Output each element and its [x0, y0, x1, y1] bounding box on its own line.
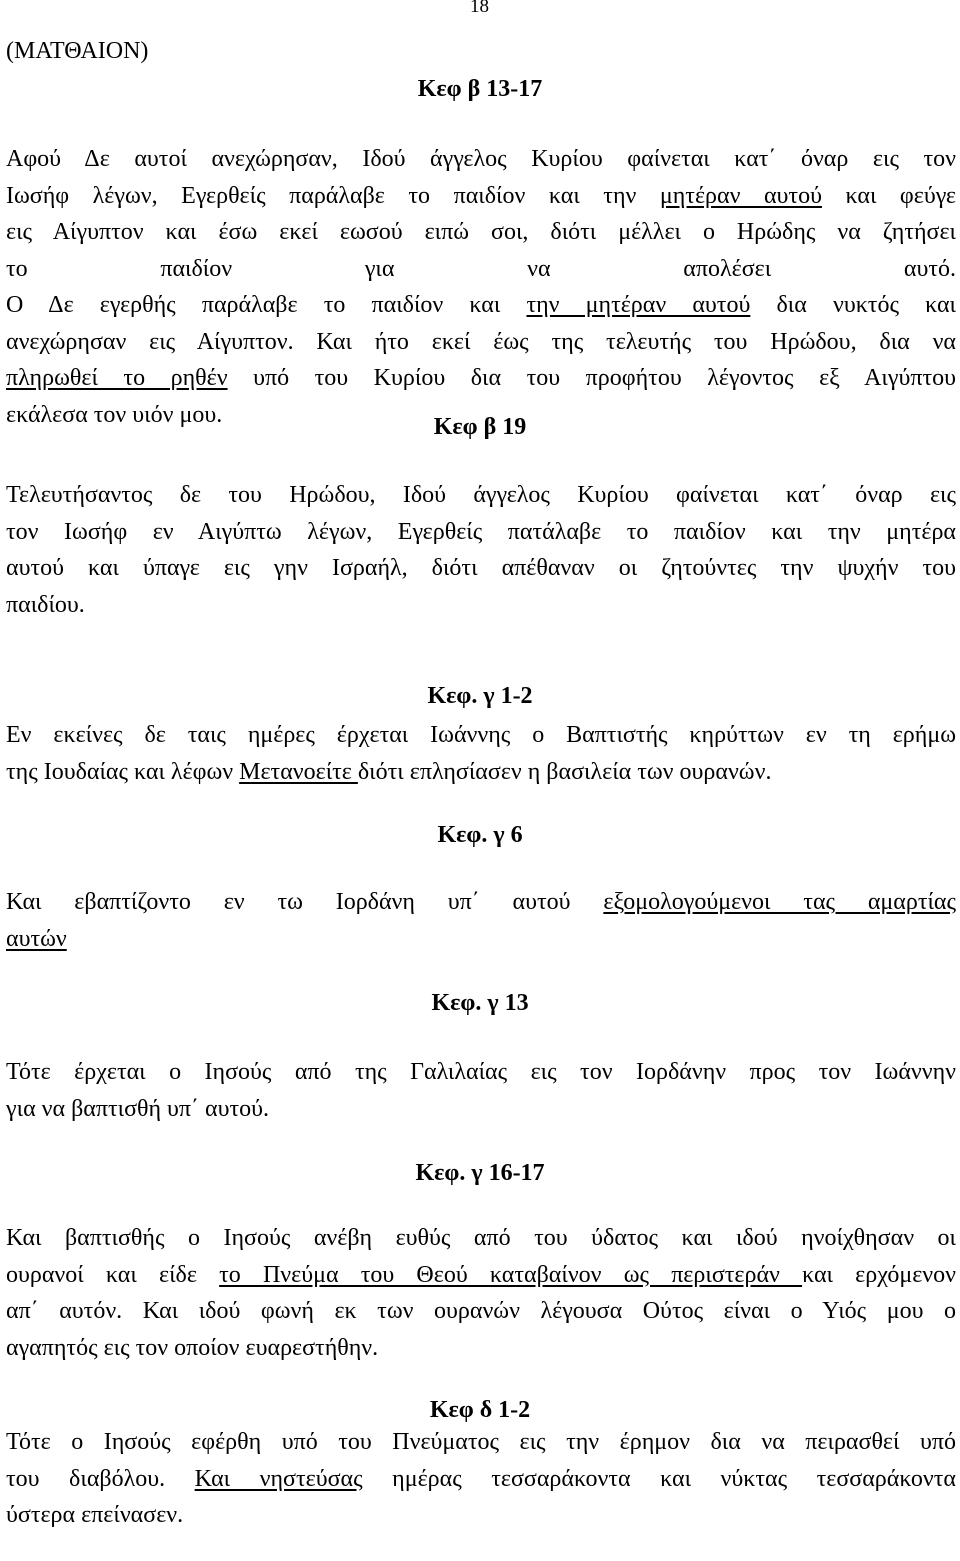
section-paragraph — [6, 1220, 956, 1366]
section-paragraph — [6, 884, 956, 957]
section-heading: Κεφ. γ 13 — [431, 990, 529, 1016]
text-line — [6, 1293, 956, 1330]
section-heading: Κεφ δ 1-2 — [429, 1397, 531, 1423]
text-line — [6, 1497, 956, 1534]
text-line — [6, 141, 956, 178]
text-run: Τότε ο Ιησούς εφέρθη υπό του Πνεύματος εις την έρημον δια να πειρασθεί υπό — [6, 1429, 956, 1455]
text-run: Τελευτήσαντος δε του Ηρώδου, Ιδού άγγελος Κυρίου φαίνεται κατ΄ όναρ εις — [6, 482, 956, 508]
text-line — [6, 550, 956, 587]
text-run: Και εβαπτίζοντο εν τω Ιορδάνη υπ΄ αυτού — [6, 889, 604, 915]
section-paragraph — [6, 141, 956, 433]
text-line — [6, 1330, 956, 1367]
underlined-text: μητέραν αυτού — [659, 182, 822, 209]
section-heading: Κεφ. γ 1-2 — [427, 683, 533, 709]
underlined-text: την μητέραν αυτού — [526, 292, 751, 318]
text-line — [6, 1220, 956, 1257]
page-number: 18 — [470, 0, 489, 17]
section-paragraph — [6, 1054, 956, 1127]
text-line — [6, 477, 956, 514]
text-run: Και βαπτισθής ο Ιησούς ανέβη ευθύς από του ύδατος και ιδού ηνοίχθησαν οι — [6, 1225, 956, 1251]
text-run: Τότε έρχεται ο Ιησούς από της Γαλιλαίας εις τον Ιορδάνην προς τον Ιωάννην — [6, 1059, 956, 1085]
text-line — [6, 1461, 956, 1498]
text-line — [6, 1424, 956, 1461]
text-line — [6, 717, 956, 754]
underlined-text: πληρωθεί το ρηθέν — [6, 365, 228, 391]
section-paragraph — [6, 477, 956, 623]
text-run: για να βαπτισθή υπ΄ αυτού. — [6, 1095, 270, 1122]
text-run: Ο Δε εγερθής παράλαβε το παιδίον και — [6, 292, 527, 318]
text-run: υπό του Κυρίου δια του προφήτου λέγοντος εξ Αιγύπτου — [227, 365, 956, 391]
text-line — [6, 587, 956, 624]
text-line — [6, 360, 956, 397]
text-line — [6, 1257, 956, 1294]
underlined-text: εξομολογούμενοι τας αμαρτίας — [603, 889, 957, 915]
underlined-text: το Πνεύμα του Θεού καταβαίνον ως περιστεράν — [219, 1261, 803, 1288]
text-run: και ερχόμενον — [802, 1261, 956, 1288]
text-run: εις Αίγυπτον και έσω εκεί εωσού ειπώ σοι, διότι μέλλει ο Ηρώδης να ζητήσει — [6, 219, 956, 245]
text-run: ύστερα επείνασεν. — [6, 1502, 184, 1528]
text-run: διότι επλησίασεν η βασιλεία των ουρανών. — [357, 758, 772, 785]
text-run: παιδίου. — [6, 591, 85, 618]
text-run: και φεύγε — [821, 182, 957, 209]
book-title: (ΜΑΤΘΑΙΟΝ) — [6, 38, 149, 64]
section-paragraph — [6, 1424, 956, 1534]
section-heading: Κεφ β 13-17 — [417, 76, 543, 102]
text-run: ουρανοί και είδε — [6, 1261, 220, 1288]
underlined-text: Και νηστεύσας — [194, 1465, 363, 1492]
text-line — [6, 514, 956, 551]
text-line — [6, 214, 956, 251]
text-run: της Ιουδαίας και λέφων — [6, 758, 240, 785]
underlined-text: Μετανοείτε — [239, 758, 358, 785]
text-line — [6, 287, 956, 324]
section-heading: Κεφ β 19 — [433, 414, 527, 440]
section-heading: Κεφ. γ 6 — [437, 822, 523, 848]
text-run: του διαβόλου. — [6, 1465, 195, 1492]
text-run: ημέρας τεσσαράκοντα και νύκτας τεσσαράκοντα — [362, 1465, 956, 1492]
text-run: ανεχώρησαν εις Αίγυπτον. Και ήτο εκεί έως της τελευτής του Ηρώδου, δια να — [6, 328, 956, 355]
text-line — [6, 1054, 956, 1091]
text-line — [6, 754, 956, 791]
text-line — [6, 1091, 956, 1128]
text-line — [6, 884, 956, 921]
section-paragraph — [6, 717, 956, 790]
text-run: αυτού και ύπαγε εις γην Ισραήλ, διότι απέθαναν οι ζητούντες την ψυχήν του — [6, 555, 956, 581]
text-line — [6, 324, 956, 361]
text-run: Ιωσήφ λέγων, Εγερθείς παράλαβε το παιδίον και την — [6, 182, 660, 209]
text-line — [6, 251, 956, 288]
section-heading: Κεφ. γ 16-17 — [415, 1160, 545, 1186]
text-run: εκάλεσα τον υιόν μου. — [6, 401, 223, 428]
underlined-text: αυτών — [6, 925, 67, 952]
text-run: Εν εκείνες δε ταις ημέρες έρχεται Ιωάννης ο Βαπτιστής κηρύττων εν τη ερήμω — [6, 722, 956, 748]
text-run: το παιδίον για να απολέσει αυτό. — [6, 255, 956, 282]
text-run: Αφού Δε αυτοί ανεχώρησαν, Ιδού άγγελος Κυρίου φαίνεται κατ΄ όναρ εις τον — [6, 146, 956, 172]
text-run: δια νυκτός και — [750, 292, 957, 318]
text-run: τον Ιωσήφ εν Αιγύπτω λέγων, Εγερθείς πατάλαβε το παιδίον και την μητέρα — [6, 518, 956, 545]
text-run: αγαπητός εις τον οποίον ευαρεστήθην. — [6, 1334, 379, 1361]
text-line — [6, 178, 956, 215]
text-line — [6, 921, 956, 958]
text-run: απ΄ αυτόν. Και ιδού φωνή εκ των ουρανών λέγουσα Ούτος είναι ο Υιός μου ο — [6, 1298, 956, 1324]
